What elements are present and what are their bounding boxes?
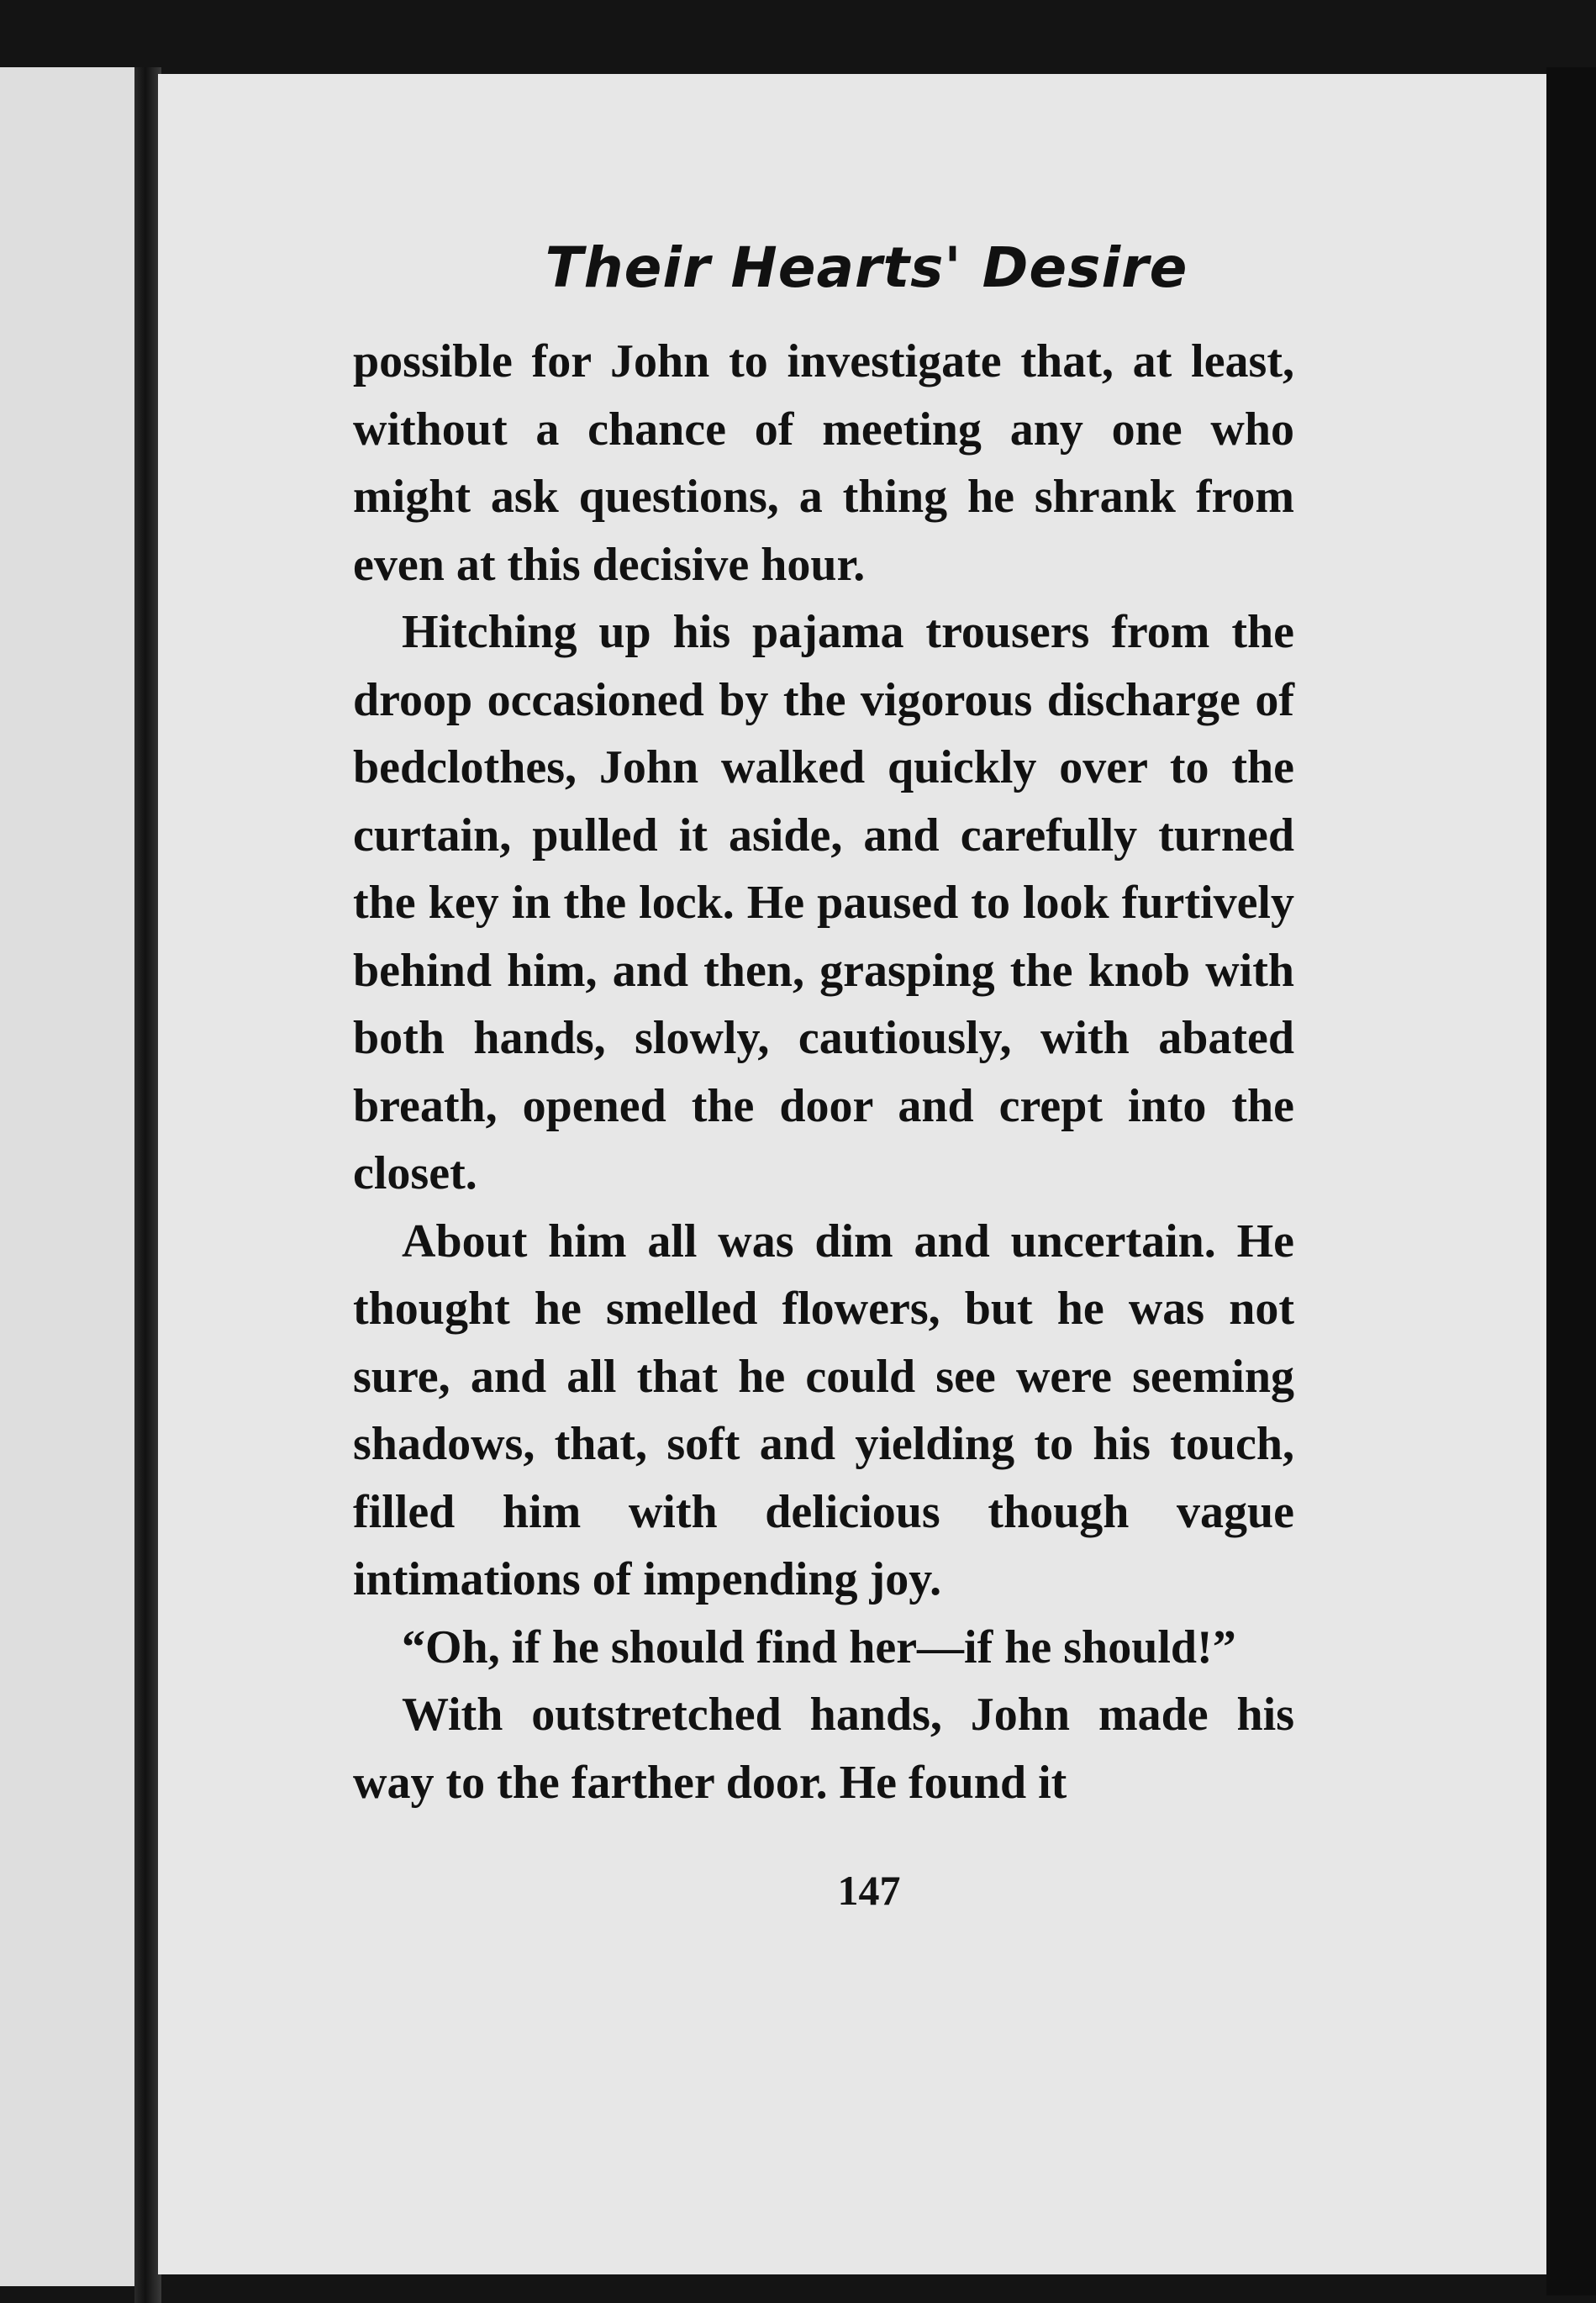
running-head: Their Hearts' Desire <box>545 235 1188 300</box>
paragraph-5: With outstretched hands, John made his way to the farther door. He found it <box>353 1689 1294 1809</box>
facing-page-edge <box>0 67 143 2286</box>
paragraph-3: About him all was dim and uncertain. He thought he smelled flowers, but he was not sure, and all that he could see were seeming shadows, that, soft and yielding to his touch, filled him with delicious though vague intimations of impending joy. <box>353 1215 1294 1605</box>
paragraph-4: “Oh, if he should find her—if he should!” <box>402 1621 1236 1673</box>
paragraph-2: Hitching up his pajama trousers from the droop occasioned by the vigorous discharge of bedclothes, John walked quickly over to the curtain, pulled it aside, and carefully turned the key in the lock. He paused to look furtively behind him, and then, grasping the knob with both hands, slowly, cautiously, with abated breath, opened the door and crept into the closet. <box>353 606 1294 1199</box>
body-text <box>353 328 1294 1816</box>
paragraph-1: possible for John to investigate that, at least, without a chance of meeting any one who might ask questions, a thing he shrank from even at this decisive hour. <box>353 335 1294 591</box>
scan-border <box>1546 67 1596 2295</box>
page-number: 147 <box>837 1867 901 1914</box>
